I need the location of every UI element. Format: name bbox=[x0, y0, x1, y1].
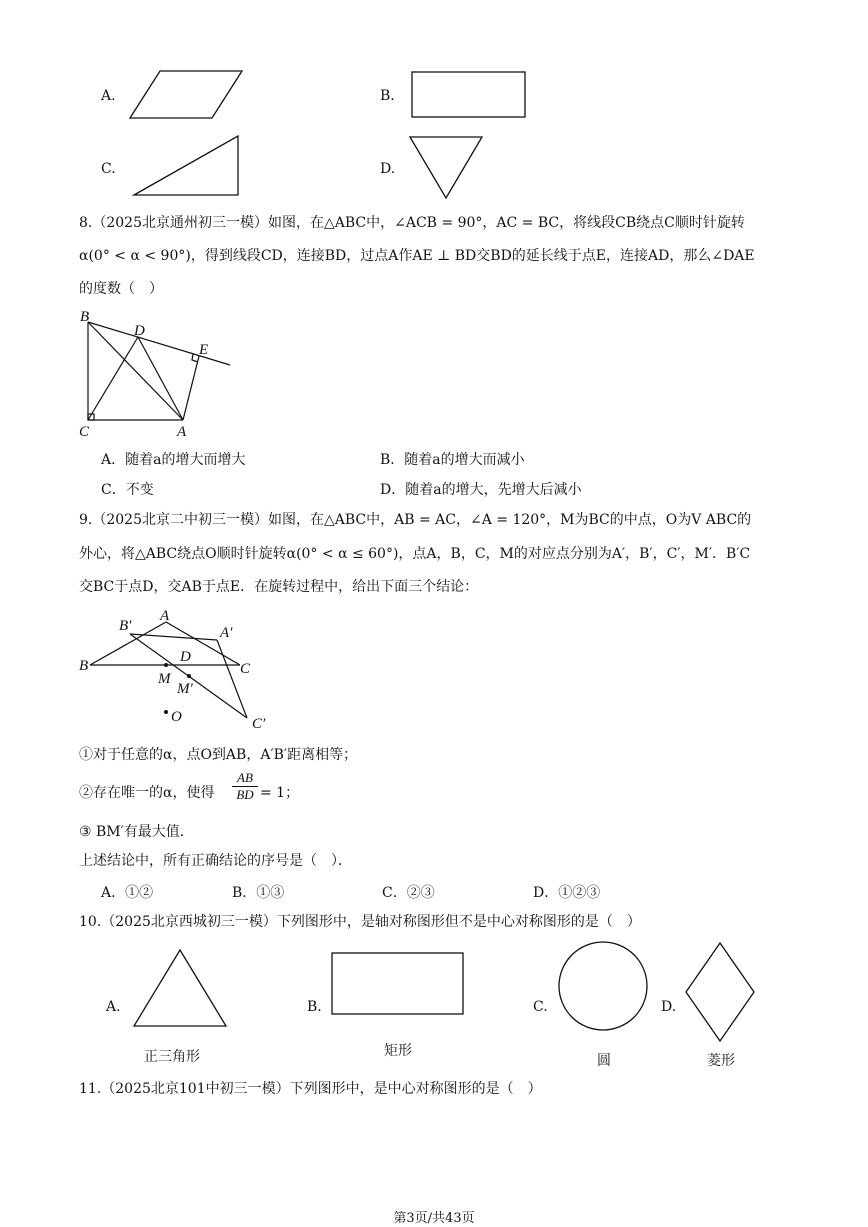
q8-stem-line2: α(0° < α < 90°)，得到线段CD，连接BD，过点A作AE ⊥ BD交BD的延长线于点E，连接AD，那么∠DAE bbox=[79, 248, 755, 264]
q9-question: 上述结论中，所有正确结论的序号是（ ）． bbox=[79, 853, 352, 869]
fig9-label-c-prime: C′ bbox=[252, 716, 266, 732]
q10-caption-rectangle: 矩形 bbox=[384, 1043, 412, 1059]
q8-option-b: B．随着a的增大而减小 bbox=[380, 452, 525, 468]
q10-option-c-label: C. bbox=[533, 999, 548, 1015]
q7-option-d-label: D. bbox=[380, 161, 396, 177]
rhombus-shape bbox=[686, 943, 754, 1041]
fig8-label-c: C bbox=[79, 424, 90, 440]
q7-option-b-label: B. bbox=[380, 88, 395, 104]
q10-stem: 10.（2025北京西城初三一模）下列图形中，是轴对称图形但不是中心对称图形的是（ ） bbox=[79, 914, 641, 930]
q8-option-d: D．随着a的增大，先增大后减小 bbox=[380, 482, 582, 498]
q10-caption-equilateral-triangle: 正三角形 bbox=[144, 1049, 200, 1065]
q7-option-c-label: C. bbox=[101, 161, 116, 177]
q9-fraction-numerator: AB bbox=[232, 770, 258, 787]
fig9-label-a: A bbox=[160, 608, 170, 624]
q10-option-a-label: A. bbox=[106, 999, 121, 1015]
q8-stem-line1: 8.（2025北京通州初三一模）如图，在△ABC中，∠ACB = 90°，AC = BC，将线段CB绕点C顺时针旋转 bbox=[79, 215, 745, 231]
q10-caption-rhombus: 菱形 bbox=[707, 1053, 735, 1069]
fig9-label-c: C bbox=[240, 661, 251, 677]
fig9-label-b: B bbox=[79, 658, 89, 674]
fig9-label-d: D bbox=[180, 649, 191, 665]
q9-option-a: A．①② bbox=[101, 885, 154, 901]
fig9-label-b-prime: B′ bbox=[119, 618, 132, 634]
q10-option-b-label: B. bbox=[307, 999, 322, 1015]
q7-option-a-label: A. bbox=[101, 88, 116, 104]
fig9-label-m: M bbox=[158, 671, 171, 687]
q10-caption-circle: 圆 bbox=[597, 1053, 611, 1069]
q8-option-c: C．不变 bbox=[101, 482, 154, 498]
q8-option-a: A．随着a的增大而增大 bbox=[101, 452, 246, 468]
page-footer: 第3页/共43页 bbox=[393, 1211, 475, 1226]
fig9-label-o: O bbox=[171, 709, 182, 725]
q9-stem-line2: 外心，将△ABC绕点O顺时针旋转α(0° < α ≤ 60°)，点A，B，C，M的对应点分别为A′，B′，C′，M′．B′C bbox=[79, 546, 751, 562]
fig9-label-m-prime: M′ bbox=[177, 681, 193, 697]
circle-shape bbox=[559, 942, 647, 1030]
q11-stem: 11.（2025北京101中初三一模）下列图形中，是中心对称图形的是（ ） bbox=[79, 1081, 542, 1097]
q9-stem-line1: 9.（2025北京二中初三一模）如图，在△ABC中，AB = AC，∠A = 120°，M为BC的中点，O为V ABC的 bbox=[79, 512, 752, 528]
q8-stem-line3: 的度数（ ） bbox=[79, 281, 163, 297]
q9-statement-1: ①对于任意的α，点O到AB，A′B′距离相等； bbox=[79, 747, 358, 763]
q9-fraction-denominator: BD bbox=[236, 787, 254, 802]
rectangle-shape-2 bbox=[332, 953, 463, 1014]
equilateral-triangle-shape bbox=[134, 950, 226, 1026]
q9-statement-2-suffix: = 1； bbox=[260, 785, 300, 801]
q9-option-b: B．①③ bbox=[232, 885, 285, 901]
q10-option-d-label: D. bbox=[661, 999, 677, 1015]
fig8-label-e: E bbox=[199, 342, 209, 358]
fig8-label-b: B bbox=[80, 309, 90, 325]
q9-statement-3: ③ BM′有最大值． bbox=[79, 824, 194, 840]
fig8-label-a: A bbox=[177, 424, 187, 440]
q9-stem-line3: 交BC于点D，交AB于点E．在旋转过程中，给出下面三个结论： bbox=[79, 579, 479, 595]
fig9-label-a-prime: A′ bbox=[220, 625, 233, 641]
q9-statement-2-prefix: ②存在唯一的α，使得 bbox=[79, 785, 215, 801]
fig8-label-d: D bbox=[134, 323, 145, 339]
q9-option-d: D．①②③ bbox=[533, 885, 601, 901]
q9-option-c: C．②③ bbox=[382, 885, 435, 901]
